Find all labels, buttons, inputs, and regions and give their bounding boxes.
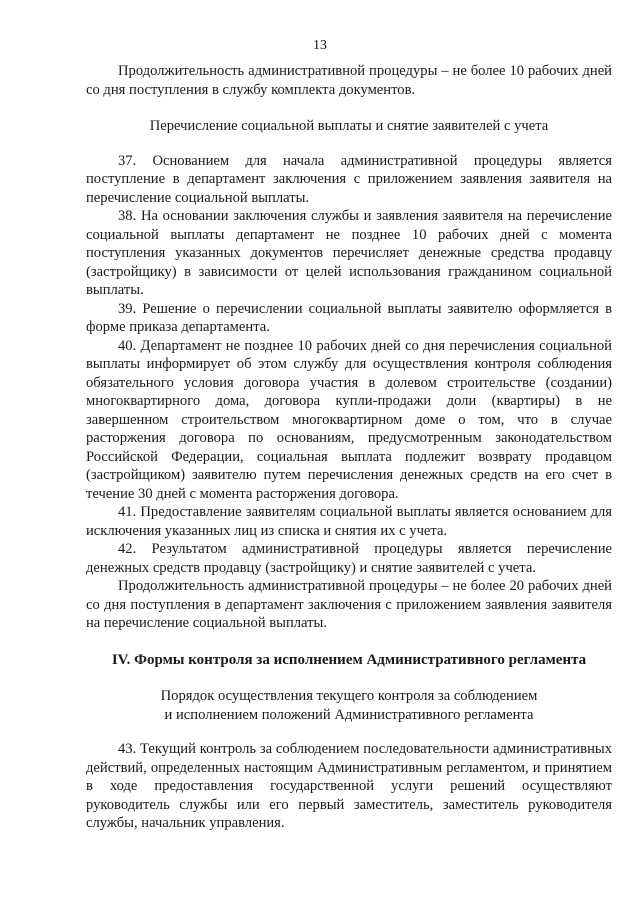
paragraph-41: 41. Предоставление заявителям социальной выплаты является основанием для исключения указанных лиц из списка и снятия их с учета. [86, 504, 612, 539]
paragraph-duration-2: Продолжительность административной процедуры – не более 20 рабочих дней со дня поступления в департамент заключения с приложением заявления заявителя на перечисление социальной выплаты. [86, 578, 612, 631]
paragraph-37: 37. Основанием для начала административной процедуры является поступление в департамент заключения с приложением заявления заявителя на перечисление социальной выплаты. [86, 152, 612, 206]
subheading-transfer: Перечисление социальной выплаты и снятие заявителей с учета [149, 118, 549, 134]
paragraph-38: 38. На основании заключения службы и заявления заявителя на перечисление социальной выплаты департамент не позднее 10 рабочих дней с момента поступления указанных документов перечисляет денежные средства продавцу (застройщику) в зависимости от целей использования гражданином социальной выплаты. [86, 208, 612, 298]
section-heading-iv: IV. Формы контроля за исполнением Административного регламента [111, 651, 587, 668]
paragraph-39: 39. Решение о перечислении социальной выплаты заявителю оформляется в форме приказа департамента. [86, 300, 612, 335]
subheading-current-control [86, 687, 612, 724]
subheading-current-control-line-1: Порядок осуществления текущего контроля за соблюдением [160, 688, 538, 704]
document-body [86, 62, 612, 833]
page-number: 13 [313, 38, 327, 53]
paragraph-42: 42. Результатом административной процедуры является перечисление денежных средств продавцу (застройщику) и снятие заявителей с учета. [86, 541, 612, 576]
paragraph-40: 40. Департамент не позднее 10 рабочих дней со дня перечисления социальной выплаты информирует об этом службу для осуществления контроля соблюдения обязательного условия договора участия в долевом строительстве (создании) многоквартирного дома, договора купли-продажи доли (квартиры) в не завершенном строительством многоквартирном доме о том, что в случае расторжения договора по основаниям, предусмотренным законодательством Российской Федерации, социальная выплата подлежит возврату продавцом (застройщиком) заявителю путем перечисления денежных средств на его счет в течение 30 дней с момента расторжения договора. [86, 337, 612, 502]
subheading-current-control-line-2: и исполнением положений Административного регламента [164, 706, 534, 723]
paragraph-duration-1: Продолжительность административной процедуры – не более 10 рабочих дней со дня поступления в службу комплекта документов. [86, 63, 612, 98]
paragraph-43: 43. Текущий контроль за соблюдением последовательности административных действий, определенных настоящим Административным регламентом, и принятием в ходе предоставления государственной услуги решений осуществляют руководитель службы или его первый заместитель, заместитель руководителя службы, начальник управления. [86, 741, 612, 831]
